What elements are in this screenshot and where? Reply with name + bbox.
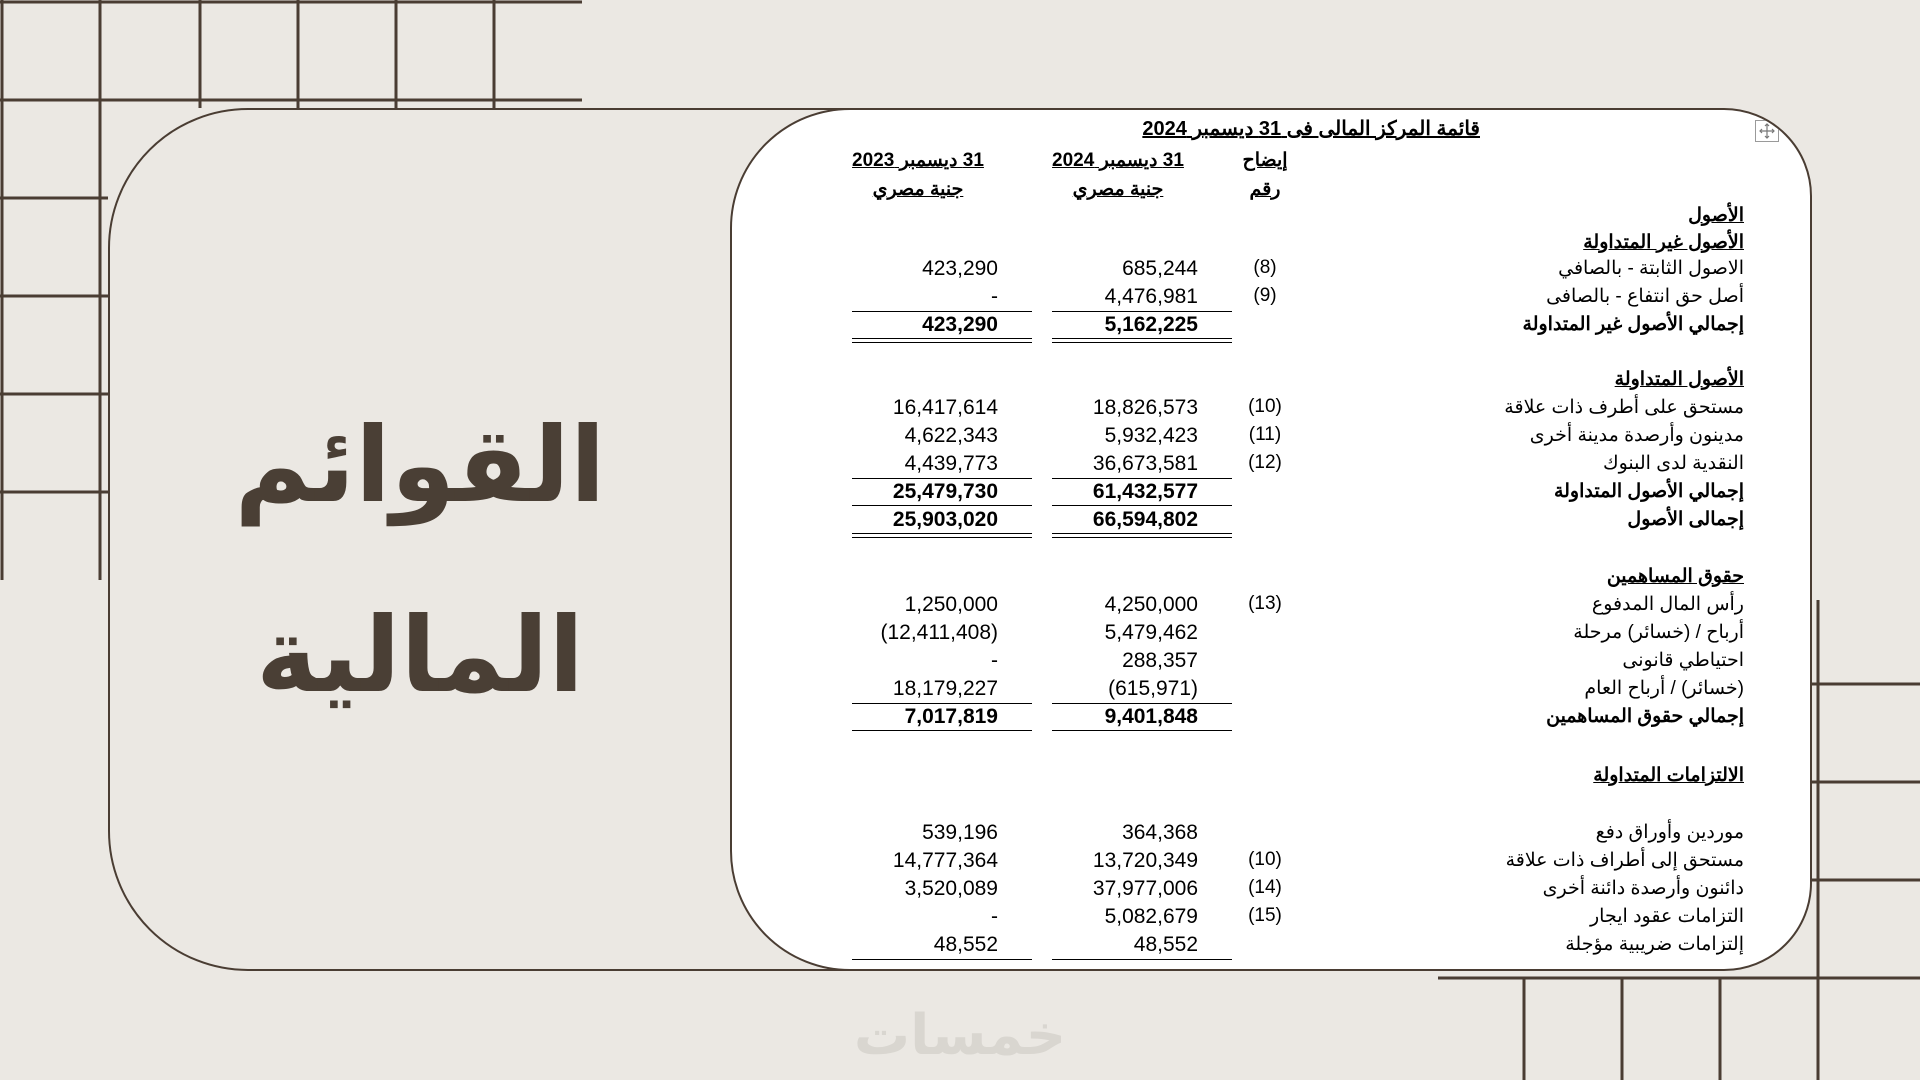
- row-value-2023: 16,417,614: [892, 396, 998, 419]
- row-value-2024: 364,368: [1122, 821, 1198, 844]
- statement-row: [732, 257, 1812, 284]
- row-value-2024: 66,594,802: [1092, 508, 1198, 531]
- row-value-2023: 423,290: [922, 313, 998, 336]
- statement-row: [732, 565, 1812, 592]
- single-rule: [1052, 730, 1232, 731]
- statement-row: [732, 649, 1812, 676]
- row-value-2023: 25,479,730: [892, 480, 998, 503]
- statement-title: قائمة المركز المالى فى 31 ديسمبر 2024: [1142, 118, 1480, 140]
- row-value-2023: 48,552: [933, 933, 998, 956]
- statement-row: [732, 285, 1812, 312]
- note-header-line-1: إيضاح: [1242, 150, 1288, 171]
- single-rule: [1052, 703, 1232, 704]
- statement-row: [732, 368, 1812, 395]
- row-value-2024: 37,977,006: [1092, 877, 1198, 900]
- single-rule: [1052, 959, 1232, 960]
- row-value-2023: 18,179,227: [892, 677, 998, 700]
- slide-title: [200, 370, 640, 750]
- double-rule: [1052, 338, 1232, 343]
- row-label: إلتزامات ضريبية مؤجلة: [1565, 934, 1744, 955]
- row-value-2024: 36,673,581: [1092, 452, 1198, 475]
- row-label: أصل حق انتفاع - بالصافى: [1546, 286, 1744, 307]
- row-value-2024: (615,971): [1108, 677, 1198, 700]
- khamsat-watermark: خمسات: [853, 1003, 1067, 1068]
- statement-row: [732, 593, 1812, 620]
- row-label: إجمالي الأصول المتداولة: [1553, 481, 1744, 502]
- statement-row: [732, 933, 1812, 960]
- statement-row: [732, 677, 1812, 704]
- row-label: أرباح / (خسائر) مرحلة: [1573, 622, 1744, 643]
- row-note-ref: (8): [1253, 257, 1277, 278]
- single-rule: [852, 478, 1032, 479]
- move-handle-icon[interactable]: [1755, 120, 1779, 142]
- statement-row: [732, 396, 1812, 423]
- year-2023-header-line-1: 31 ديسمبر 2023: [852, 150, 984, 171]
- row-value-2024: 5,162,225: [1104, 313, 1198, 336]
- row-label: النقدية لدى البنوك: [1602, 453, 1744, 474]
- row-label: التزامات عقود ايجار: [1590, 906, 1744, 927]
- row-value-2023: -: [991, 649, 998, 672]
- row-value-2023: 539,196: [922, 821, 998, 844]
- statement-row: [732, 424, 1812, 451]
- row-note-ref: (10): [1248, 849, 1282, 870]
- double-rule: [852, 338, 1032, 343]
- row-label: حقوق المساهمين: [1606, 566, 1744, 587]
- row-value-2023: 1,250,000: [904, 593, 998, 616]
- row-value-2023: 7,017,819: [904, 705, 998, 728]
- row-value-2023: 14,777,364: [892, 849, 998, 872]
- row-value-2024: 5,932,423: [1104, 424, 1198, 447]
- statement-row: [732, 821, 1812, 848]
- row-label: دائنون وأرصدة دائنة أخرى: [1542, 878, 1744, 899]
- single-rule: [852, 311, 1032, 312]
- row-value-2024: 4,250,000: [1104, 593, 1198, 616]
- row-value-2023: 3,520,089: [904, 877, 998, 900]
- row-label: الالتزامات المتداولة: [1593, 765, 1744, 786]
- year-2024-header-line-1: 31 ديسمبر 2024: [1052, 150, 1184, 171]
- row-value-2024: 61,432,577: [1092, 480, 1198, 503]
- row-note-ref: (14): [1248, 877, 1282, 898]
- row-label: الأصول المتداولة: [1614, 369, 1744, 390]
- row-label: الأصول: [1688, 205, 1744, 226]
- row-value-2024: 48,552: [1133, 933, 1198, 956]
- financial-statement-document: [730, 108, 1812, 971]
- row-note-ref: (15): [1248, 905, 1282, 926]
- row-label: الأصول غير المتداولة: [1583, 232, 1744, 253]
- single-rule: [1052, 505, 1232, 506]
- row-value-2024: 5,479,462: [1104, 621, 1198, 644]
- statement-row: [732, 480, 1812, 507]
- single-rule: [1052, 311, 1232, 312]
- row-value-2024: 18,826,573: [1092, 396, 1198, 419]
- note-column-header: [1232, 146, 1298, 204]
- year-2023-header-line-2: جنية مصري: [872, 179, 964, 200]
- row-note-ref: (11): [1248, 424, 1282, 445]
- statement-row: [732, 877, 1812, 904]
- statement-row: [732, 705, 1812, 732]
- double-rule: [1052, 533, 1232, 538]
- row-label: احتياطي قانونى: [1622, 650, 1744, 671]
- row-label: رأس المال المدفوع: [1591, 594, 1744, 615]
- statement-row: [732, 849, 1812, 876]
- row-label: مستحق إلى أطراف ذات علاقة: [1505, 850, 1744, 871]
- row-value-2023: 4,622,343: [904, 424, 998, 447]
- statement-row: [732, 764, 1812, 791]
- single-rule: [852, 730, 1032, 731]
- year-2024-column-header: [1028, 146, 1208, 204]
- statement-row: [732, 204, 1812, 231]
- row-note-ref: (10): [1248, 396, 1282, 417]
- row-label: مستحق على أطرف ذات علاقة: [1504, 397, 1744, 418]
- row-note-ref: (12): [1248, 452, 1282, 473]
- single-rule: [852, 959, 1032, 960]
- note-header-line-2: رقم: [1249, 179, 1281, 200]
- row-label: إجمالى الأصول: [1627, 509, 1744, 530]
- row-value-2024: 288,357: [1122, 649, 1198, 672]
- year-2024-header-line-2: جنية مصري: [1072, 179, 1164, 200]
- single-rule: [852, 505, 1032, 506]
- row-label: موردين وأوراق دفع: [1595, 822, 1744, 843]
- statement-row: [732, 905, 1812, 932]
- row-value-2023: 4,439,773: [904, 452, 998, 475]
- row-label: الاصول الثابتة - بالصافي: [1558, 258, 1744, 279]
- statement-row: [732, 231, 1812, 258]
- row-value-2024: 4,476,981: [1104, 285, 1198, 308]
- row-value-2023: (12,411,408): [880, 621, 998, 644]
- statement-row: [732, 508, 1812, 535]
- statement-row: [732, 452, 1812, 479]
- statement-row: [732, 313, 1812, 340]
- row-value-2023: 25,903,020: [892, 508, 998, 531]
- slide-title-line-2: المالية: [255, 594, 585, 716]
- row-label: إجمالي الأصول غير المتداولة: [1522, 314, 1744, 335]
- row-label: (خسائر) / أرباح العام: [1584, 678, 1744, 699]
- single-rule: [1052, 478, 1232, 479]
- statement-row: [732, 621, 1812, 648]
- double-rule: [852, 533, 1032, 538]
- single-rule: [852, 703, 1032, 704]
- row-note-ref: (13): [1248, 593, 1282, 614]
- row-value-2024: 9,401,848: [1104, 705, 1198, 728]
- row-note-ref: (9): [1253, 285, 1277, 306]
- row-value-2023: 423,290: [922, 257, 998, 280]
- row-label: إجمالي حقوق المساهمين: [1546, 706, 1744, 727]
- row-value-2024: 685,244: [1122, 257, 1198, 280]
- row-value-2023: -: [991, 905, 998, 928]
- slide-title-line-1: القوائم: [234, 404, 606, 526]
- row-value-2023: -: [991, 285, 998, 308]
- year-2023-column-header: [828, 146, 1008, 204]
- row-value-2024: 5,082,679: [1104, 905, 1198, 928]
- row-label: مدينون وأرصدة مدينة أخرى: [1529, 425, 1744, 446]
- row-value-2024: 13,720,349: [1092, 849, 1198, 872]
